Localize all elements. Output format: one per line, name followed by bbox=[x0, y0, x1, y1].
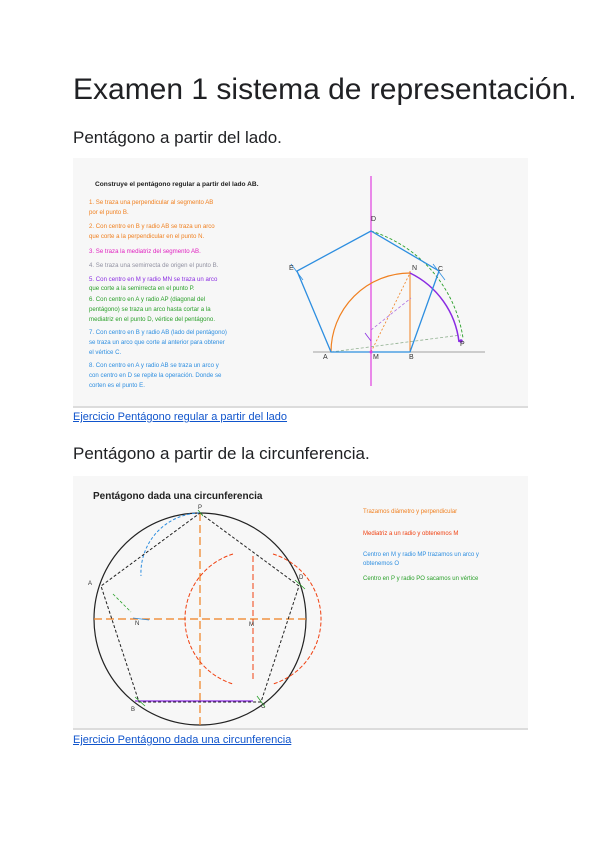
label-m: M bbox=[373, 354, 379, 361]
step-8-line-3: corten es el punto E. bbox=[89, 382, 145, 389]
figure-pentagon-from-circle bbox=[73, 476, 528, 730]
label-n: N bbox=[412, 265, 418, 272]
figure2-notes bbox=[363, 509, 479, 582]
label-b: B bbox=[409, 354, 414, 361]
step-7-line-1: 7. Con centro en B y radio AB (lado del pentágono) bbox=[89, 329, 227, 336]
section-heading-side: Pentágono a partir del lado. bbox=[73, 128, 282, 147]
label-a: A bbox=[323, 354, 328, 361]
link-pentagon-side[interactable]: Ejercicio Pentágono regular a partir del lado bbox=[73, 411, 288, 423]
step-7-line-2: se traza un arco que corte al anterior para obtener bbox=[89, 339, 225, 346]
step-5-line-1: 5. Con centro en M y radio MN se traza un arco bbox=[89, 276, 218, 283]
figure1-steps bbox=[89, 199, 227, 389]
page-title: Examen 1 sistema de representación. bbox=[73, 73, 577, 106]
step-6-line-3: pentágono) se traza un arco hasta cortar a la bbox=[89, 306, 211, 313]
step-1-line-2: por el punto B. bbox=[89, 209, 129, 216]
step-7-line-3: el vértice C. bbox=[89, 349, 122, 356]
note-3-line-1: Centro en M y radio MP trazamos un arco y bbox=[363, 552, 479, 558]
pentagon-circle-construction bbox=[94, 510, 321, 725]
pentagon-side-construction bbox=[291, 176, 485, 386]
step-6-line-2: 6. Con centro en A y radio AP (diagonal del bbox=[89, 296, 206, 303]
step-8-line-1: 8. Con centro en A y radio AB se traza un arco y bbox=[89, 362, 219, 369]
note-2: Mediatriz a un radio y obtenemos M bbox=[363, 531, 459, 537]
note-1: Trazamos diámetro y perpendicular bbox=[363, 509, 458, 515]
label-b2: B bbox=[131, 707, 136, 713]
label-n2: N bbox=[135, 621, 140, 627]
figure1-title: Construye el pentágono regular a partir del lado AB. bbox=[95, 181, 259, 188]
step-1-line-1: 1. Se traza una perpendicular al segmento AB bbox=[89, 199, 214, 206]
label-c: C bbox=[438, 266, 444, 273]
figure2-labels bbox=[88, 505, 304, 713]
label-d: D bbox=[371, 216, 377, 223]
figure2-title: Pentágono dada una circunferencia bbox=[93, 491, 263, 502]
label-m2: M bbox=[249, 622, 254, 628]
figure1-labels bbox=[289, 216, 465, 361]
note-3-line-2: obtenemos O bbox=[363, 561, 400, 567]
step-2-line-2: que corte a la perpendicular en el punto N. bbox=[89, 233, 205, 240]
label-a2: A bbox=[88, 581, 93, 587]
step-6-line-4: mediatriz en el punto D, vértice del pentágono. bbox=[89, 316, 216, 323]
step-2-line-1: 2. Con centro en B y radio AB se traza un arco bbox=[89, 223, 215, 230]
step-3-line-1: 3. Se traza la mediatriz del segmento AB. bbox=[89, 248, 201, 255]
label-d2: D bbox=[299, 575, 304, 581]
label-e: E bbox=[289, 265, 294, 272]
step-8-line-2: con centro en D se repite la operación. Donde se bbox=[89, 372, 222, 379]
label-p: P bbox=[460, 341, 465, 348]
section-heading-circle: Pentágono a partir de la circunferencia. bbox=[73, 444, 370, 463]
note-4: Centro en P y radio PO sacamos un vértice bbox=[363, 576, 479, 582]
step-6-line-1: que corte a la semirrecta en el punto P. bbox=[89, 285, 195, 292]
figure-pentagon-from-side bbox=[73, 158, 528, 408]
label-p2: P bbox=[198, 505, 203, 511]
step-4-line-1: 4. Se traza una semirrecta de origen el punto B. bbox=[89, 262, 219, 269]
label-c2: C bbox=[261, 704, 266, 710]
link-pentagon-circle[interactable]: Ejercicio Pentágono dada una circunferencia bbox=[73, 734, 292, 746]
